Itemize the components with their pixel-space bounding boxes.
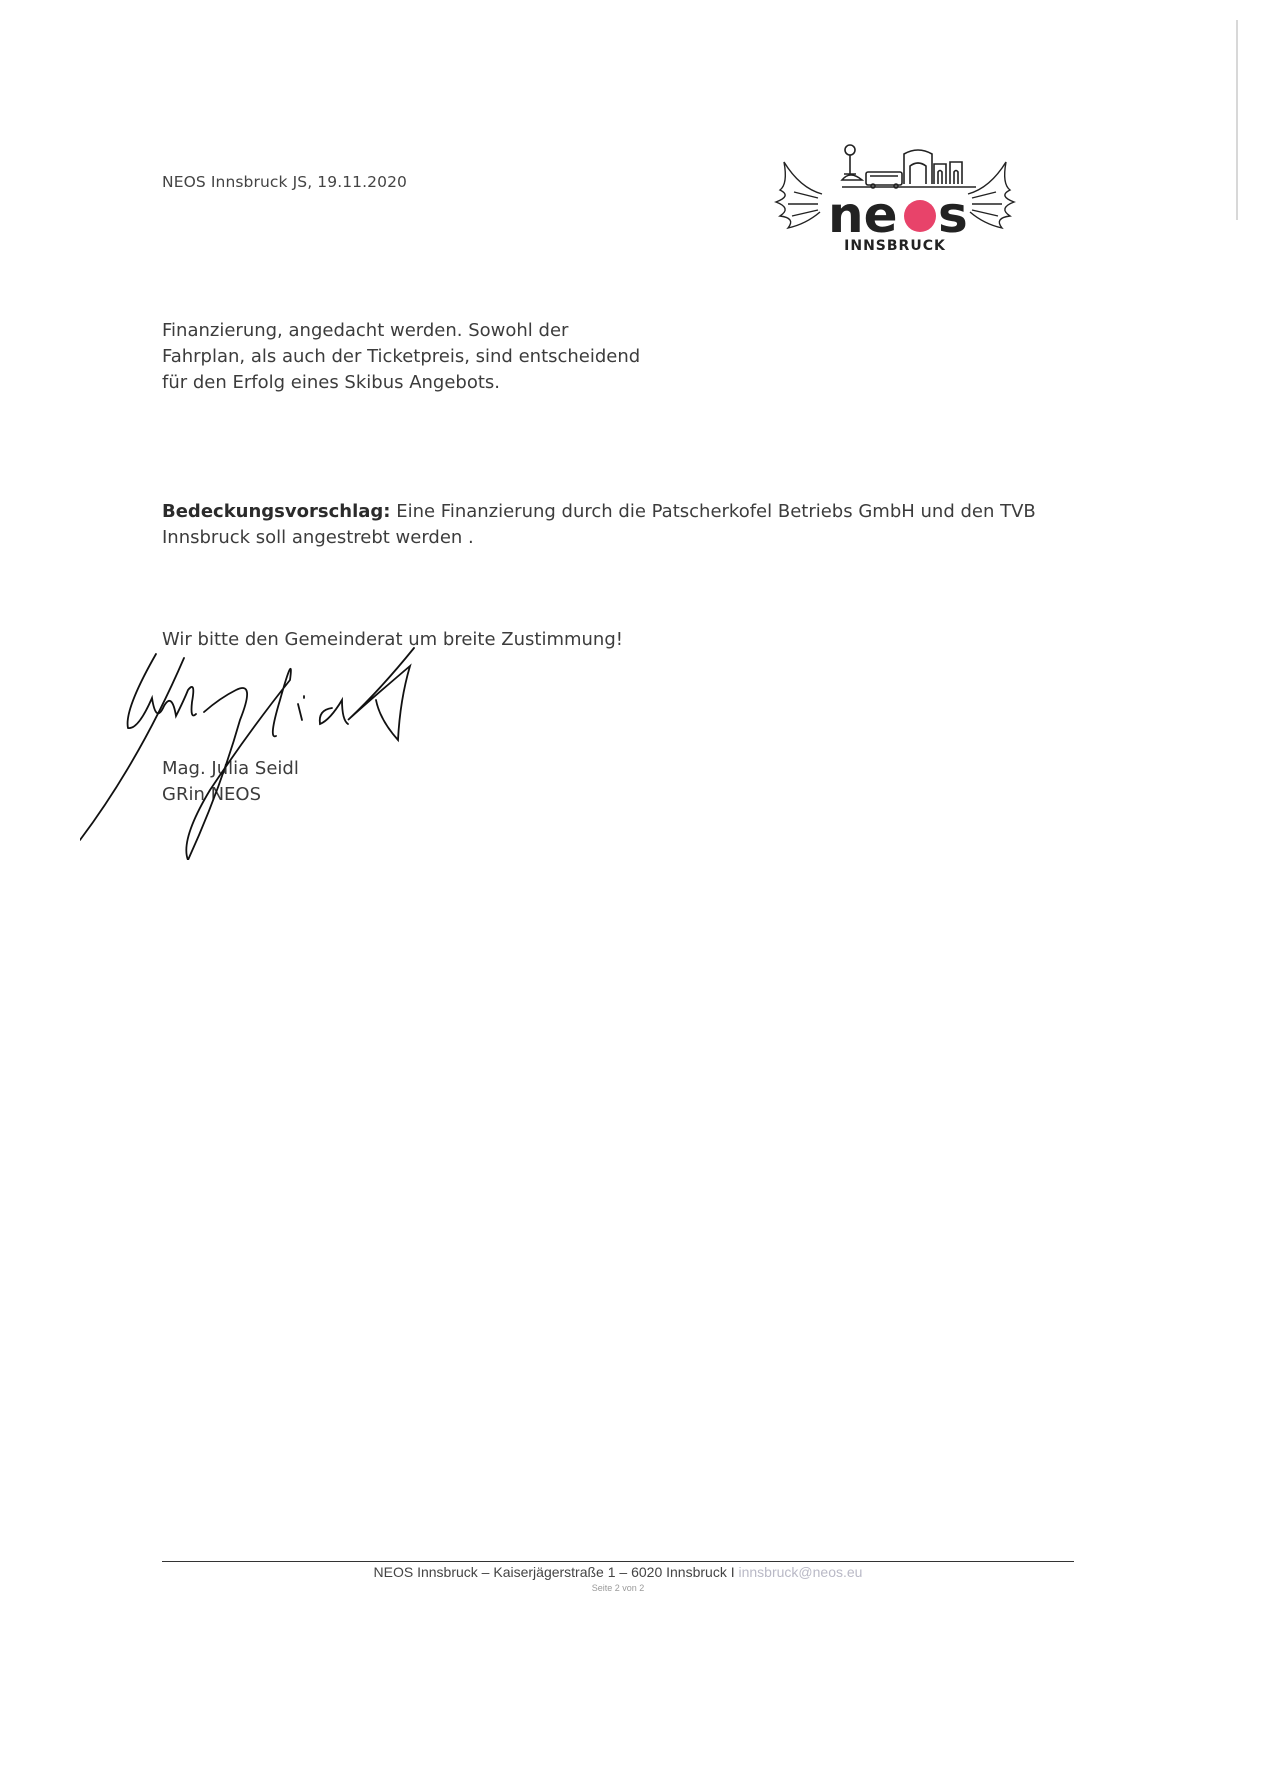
neos-innsbruck-logo — [770, 132, 1020, 262]
logo-wordmark-right: s — [938, 186, 968, 244]
footer-divider — [162, 1561, 1074, 1562]
coverage-text: Eine Finanzierung durch die Patscherkofel Betriebs GmbH und den TVB — [390, 501, 1036, 522]
scan-page-edge — [1236, 20, 1238, 220]
paragraph-line: Finanzierung, angedacht werden. Sowohl der — [162, 320, 569, 341]
paragraph-coverage-proposal — [162, 499, 1042, 551]
sender-date-line: NEOS Innsbruck JS, 19.11.2020 — [162, 173, 408, 191]
logo-wordmark-left: ne — [828, 186, 898, 244]
left-wing-icon — [776, 162, 822, 228]
signatory-role: GRin NEOS — [162, 784, 262, 805]
signatory-name: Mag. Julia Seidl — [162, 758, 299, 779]
paragraph-line: für den Erfolg eines Skibus Angebots. — [162, 372, 501, 393]
footer-address — [162, 1564, 1074, 1580]
footer-address-text: NEOS Innsbruck – Kaiserjägerstraße 1 – 6020 Innsbruck I — [373, 1564, 735, 1580]
footer-email-link[interactable]: innsbruck@neos.eu — [738, 1564, 863, 1580]
footer-page-number: Seite 2 von 2 — [591, 1583, 645, 1593]
logo-subtitle: INNSBRUCK — [844, 238, 946, 254]
paragraph-financing — [162, 318, 682, 396]
closing-request: Wir bitte den Gemeinderat um breite Zustimmung! — [162, 629, 623, 650]
coverage-label: Bedeckungsvorschlag: — [162, 501, 391, 522]
skyline-icon — [842, 145, 976, 188]
coverage-text-continued: Innsbruck soll angestrebt werden . — [162, 527, 474, 548]
paragraph-line: Fahrplan, als auch der Ticketpreis, sind entscheidend — [162, 346, 641, 367]
logo-dot-icon — [904, 200, 936, 232]
right-wing-icon — [968, 162, 1014, 228]
handwritten-signature — [80, 640, 480, 860]
